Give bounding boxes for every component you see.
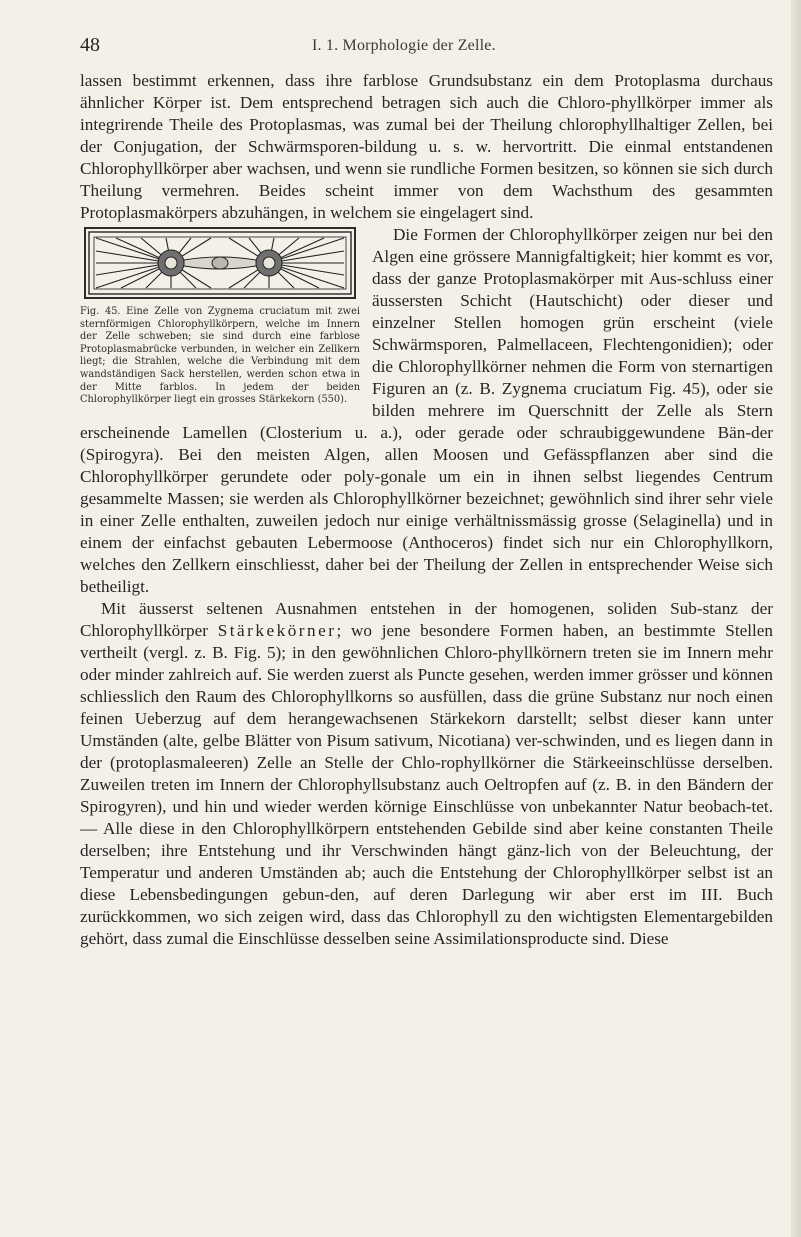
paragraph-1: lassen bestimmt erkennen, dass ihre farblose Grundsubstanz ein dem Protoplasma durchaus ähnlicher Körper ist. Dem entsprechend betragen sich auch die Chloro-phyllkörper immer als integrirende Theile des Protoplasmas, was zumal bei der Theilung chlorophyllhaltiger Zellen, bei der Conjugation, der Schwärmsporen-bildung u. s. w. hervortritt. Die einmal entstandenen Chlorophyllkörper aber wachsen, und wenn sie rundliche Formen besitzen, so können sie sich durch Theilung vermehren. Beides scheint immer von dem Wachsthum des gesammten Protoplasmakörpers abzuhängen, in welchem sie eingelagert sind.	[80, 71, 773, 222]
paragraph-3-text-b: ; wo jene besondere Formen haben, an bestimmte Stellen vertheilt (vergl. z. B. Fig. 5); in den gewöhnlichen Chloro-phyllkörnern treten sie im Innern mehr oder minder zahlreich auf. Sie werden zuerst als Puncte gesehen, werden immer grösser und können schliesslich den Raum des Chlorophyllkorns so ausfüllen, dass die grüne Substanz nur noch einen feinen Ueberzug auf dem herangewachsenen Stärkekorn darstellt; selbst dieser kann unter Umständen (alte, gelbe Blätter von Pisum sativum, Nicotiana) ver-schwinden, und es liegen dann in der (protoplasmaleeren) Zelle an Stelle der Chlo-rophyllkörner die Stärkeeinschlüsse derselben. Zuweilen treten im Innern der Chlorophyllsubstanz auch Oeltropfen auf (z. B. in den Bändern der Spirogyren), und hin und wieder werden körnige Einschlüsse von unbekannter Natur beobach-tet. — Alle diese in den Chlorophyllkörpern entstehenden Gebilde sind aber keine constanten Theile derselben; ihre Entstehung und ihr Verschwinden hängt gänz-lich von der Beleuchtung, der Temperatur und anderen Umständen ab; auch die Entstehung der Chlorophyllkörper selbst ist an diese Lebensbedingungen gebun-den, auf deren Darlegung wir aber erst im III. Buch zurückkommen, wo sich zeigen wird, dass das Chlorophyll zu den wichtigsten Elementargebilden gehört, dass zumal die Einschlüsse desselben seine Assimilationsproducte sind. Diese	[80, 621, 773, 948]
page-header	[80, 34, 780, 58]
page-number: 48	[80, 34, 100, 56]
paragraph-2: Die Formen der Chlorophyllkörper zeigen nur bei den Algen eine grössere Mannigfaltigkeit; hier kommt es vor, dass der ganze Protoplasmakörper mit Aus-schluss einer äussersten Schicht (Hautschicht) oder dieser und einzelner Stellen homogen grün erscheint (viele Schwärmsporen, Palmellaceen, Flechtengonidien); oder die Chlorophyllkörner nehmen die Form von sternartigen Figuren an (z. B. Zygnema cruciatum Fig. 45), oder sie bilden mehrere im Querschnitt der Zelle als Stern erscheinende Lamellen (Closterium u. a.), oder gerade oder schraubiggewundene Bän-der (Spirogyra). Bei den meisten Algen, allen Moosen und Gefässpflanzen aber sind die Chlorophyllkörper gerundete oder poly-gonale um ein in ihnen selbst liegendes Centrum gesammelte Massen; sie werden als Chlorophyllkörner bezeichnet; gewöhnlich sind ihrer sehr viele in einer Zelle enthalten, zuweilen jedoch nur einige verhältnissmässig grosse (Selaginella) und in einem der einfachst gebauten Lebermoose (Anthoceros) findet sich nur ein Chlorophyllkorn, welches den Zellkern einschliesst, daher bei der Theilung der Zellen in entsprechender Weise sich betheiligt.	[80, 225, 773, 596]
paragraph-3-text-a: Mit äusserst seltenen Ausnahmen entstehen in der homogenen, soliden Sub-stanz der Chlorophyllkörper	[80, 599, 773, 640]
figure-caption: Fig. 45. Eine Zelle von Zygnema cruciatum mit zwei sternförmigen Chlorophyllkörpern, welche im Innern der Zelle schweben; sie sind durch eine farblose Protoplasmabrücke verbunden, in welcher ein Zellkern liegt; die Strahlen, welche die Verbindung mit dem wandständigen Sack herstellen, werden schon etwa in der Mitte farblos. In jedem der beiden Chlorophyllkörper liegt ein grosses Stärkekorn (550).	[80, 306, 360, 406]
emphasized-term: Stärkekörner	[217, 621, 337, 640]
paragraph-3	[80, 598, 773, 950]
page-edge	[791, 0, 801, 1237]
body-text	[80, 70, 773, 950]
zygnema-cell-drawing	[86, 229, 354, 297]
running-head: I. 1. Morphologie der Zelle.	[312, 37, 496, 54]
figure-illustration	[84, 227, 356, 299]
figure-45	[80, 227, 360, 407]
